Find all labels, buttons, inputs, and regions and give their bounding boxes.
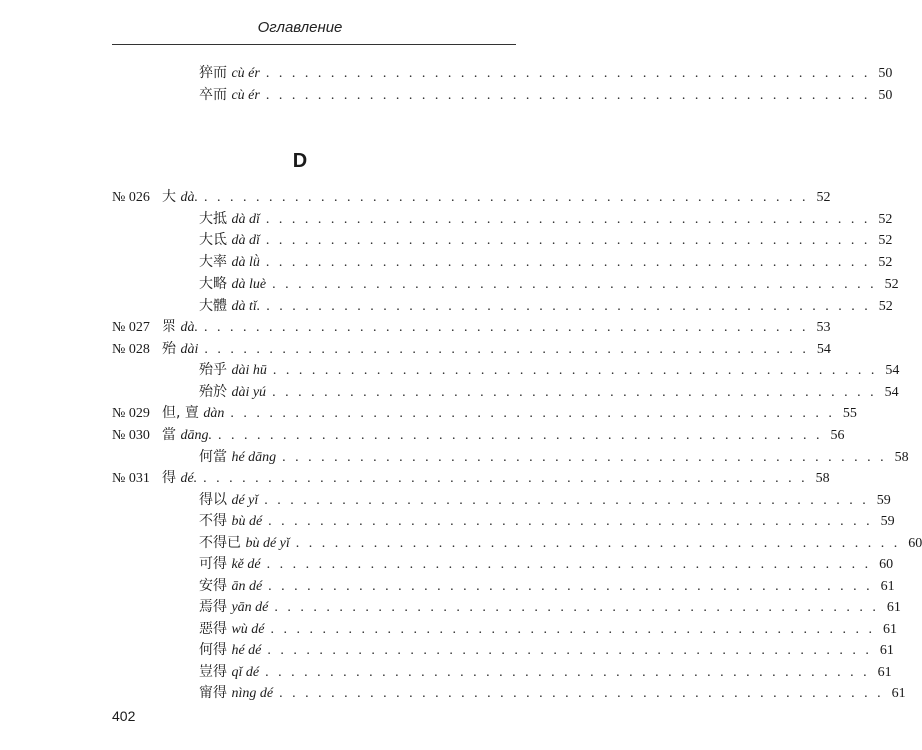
entry-characters: 猝而 — [199, 65, 227, 81]
entry-heading — [162, 338, 198, 358]
entry-heading — [162, 467, 197, 487]
entry-characters: 安得 — [199, 578, 227, 594]
toc-entry — [112, 682, 906, 703]
entry-pinyin: dà luè — [231, 277, 267, 292]
toc-entry — [112, 553, 894, 574]
entry-heading — [162, 661, 259, 681]
entry-page-number: 54 — [885, 363, 900, 378]
entry-characters: 眔 — [162, 319, 176, 335]
toc-entry — [112, 532, 922, 553]
toc-entry — [112, 446, 909, 467]
entry-characters: 甯得 — [199, 685, 227, 701]
entry-pinyin: dài yú — [231, 385, 267, 400]
entry-characters: 惡得 — [199, 621, 227, 637]
dot-leader: . . . . . . . . . . . . . . . . . . . . . . . . . . . . . . . . . . . . . . . . . . . . . . . — [266, 557, 872, 572]
entry-pinyin: nìng dé — [231, 686, 274, 701]
toc-entry — [112, 510, 895, 531]
entry-pinyin: cù ér — [231, 88, 260, 103]
dot-leader: . . . . . . . . . . . . . . . . . . . . . . . . . . . . . . . . . . . . . . . . . . . . . . . — [203, 471, 808, 486]
entry-heading — [162, 381, 266, 401]
entry-page-number: 58 — [815, 471, 830, 486]
entry-page-number: 54 — [816, 342, 831, 357]
entry-characters: 大體 — [199, 298, 227, 314]
entry-characters: 得 — [162, 470, 176, 486]
entry-pinyin: qǐ dé — [231, 665, 260, 680]
entry-page-number: 52 — [816, 190, 831, 205]
entry-heading — [162, 618, 265, 638]
entry-characters: 卒而 — [199, 87, 227, 103]
toc-entry — [112, 208, 893, 229]
toc-entry — [112, 467, 830, 488]
entry-heading — [162, 639, 261, 659]
entry-characters: 大氐 — [199, 232, 227, 248]
toc-entry — [112, 84, 893, 105]
entry-characters: 當 — [162, 427, 176, 443]
entry-pinyin: dà dǐ — [231, 212, 260, 227]
dot-leader: . . . . . . . . . . . . . . . . . . . . . . . . . . . . . . . . . . . . . . . . . . . . . . . — [264, 493, 869, 508]
entry-heading — [162, 229, 260, 249]
entry-page-number: 61 — [886, 600, 901, 615]
dot-leader: . . . . . . . . . . . . . . . . . . . . . . . . . . . . . . . . . . . . . . . . . . . . . . . — [265, 88, 871, 103]
entry-characters: 殆於 — [199, 384, 227, 400]
entry-number: № 031 — [112, 471, 150, 486]
dot-leader: . . . . . . . . . . . . . . . . . . . . . . . . . . . . . . . . . . . . . . . . . . . . . . . — [217, 428, 823, 443]
entry-characters: 大 — [162, 189, 176, 205]
dot-leader: . . . . . . . . . . . . . . . . . . . . . . . . . . . . . . . . . . . . . . . . . . . . . . . — [265, 255, 871, 270]
entry-page-number: 59 — [876, 493, 891, 508]
dot-leader: . . . . . . . . . . . . . . . . . . . . . . . . . . . . . . . . . . . . . . . . . . . . . . . — [203, 190, 809, 205]
entry-characters: 但, 亶 — [162, 405, 199, 421]
entry-page-number: 61 — [891, 686, 906, 701]
entry-page-number: 61 — [883, 622, 898, 637]
toc-entry — [112, 661, 892, 682]
entry-number: № 027 — [112, 320, 150, 335]
entry-characters: 豈得 — [199, 664, 227, 680]
toc-entry — [112, 338, 831, 359]
entry-characters: 不得 — [199, 513, 227, 529]
toc-entry — [112, 596, 901, 617]
section-letter: D — [292, 150, 308, 172]
entry-page-number: 60 — [908, 536, 922, 551]
entry-pinyin: kě dé — [231, 557, 261, 572]
dot-leader: . . . . . . . . . . . . . . . . . . . . . . . . . . . . . . . . . . . . . . . . . . . . . . . — [268, 514, 873, 529]
entry-page-number: 53 — [816, 320, 831, 335]
entry-pinyin: dàn — [203, 406, 225, 421]
entry-heading — [162, 251, 260, 271]
entry-heading — [162, 575, 262, 595]
entry-pinyin: dà lǜ — [231, 255, 260, 270]
entry-page-number: 60 — [879, 557, 894, 572]
dot-leader: . . . . . . . . . . . . . . . . . . . . . . . . . . . . . . . . . . . . . . . . . . . . . . . — [268, 579, 873, 594]
entry-characters: 殆 — [162, 341, 176, 357]
entry-heading — [162, 424, 212, 444]
toc-entry — [112, 424, 845, 445]
entry-pinyin: dāng. — [180, 428, 212, 443]
entry-pinyin: hé dāng — [231, 450, 277, 465]
entry-page-number: 52 — [884, 277, 899, 292]
entry-pinyin: dài — [180, 342, 199, 357]
entry-pinyin: ān dé — [231, 579, 263, 594]
toc-entry — [112, 295, 893, 316]
entry-heading — [162, 295, 260, 315]
entry-page-number: 61 — [879, 643, 894, 658]
dot-leader: . . . . . . . . . . . . . . . . . . . . . . . . . . . . . . . . . . . . . . . . . . . . . . . — [230, 406, 835, 421]
toc-entry — [112, 316, 831, 337]
toc-entry — [112, 359, 900, 380]
dot-leader: . . . . . . . . . . . . . . . . . . . . . . . . . . . . . . . . . . . . . . . . . . . . . . . — [265, 233, 871, 248]
dot-leader: . . . . . . . . . . . . . . . . . . . . . . . . . . . . . . . . . . . . . . . . . . . . . . . — [282, 450, 887, 465]
entry-characters: 大略 — [199, 276, 227, 292]
entry-heading — [162, 62, 260, 82]
entry-heading — [162, 84, 260, 104]
dot-leader: . . . . . . . . . . . . . . . . . . . . . . . . . . . . . . . . . . . . . . . . . . . . . . . — [272, 385, 877, 400]
entry-page-number: 52 — [878, 233, 893, 248]
dot-leader: . . . . . . . . . . . . . . . . . . . . . . . . . . . . . . . . . . . . . . . . . . . . . . . — [267, 643, 872, 658]
entry-pinyin: dé yǐ — [231, 493, 259, 508]
entry-page-number: 56 — [830, 428, 845, 443]
entry-characters: 殆乎 — [199, 362, 227, 378]
entry-characters: 不得已 — [199, 535, 241, 551]
entry-heading — [162, 489, 258, 509]
toc-entry — [112, 575, 895, 596]
entry-page-number: 61 — [880, 579, 895, 594]
entry-characters: 得以 — [199, 492, 227, 508]
dot-leader: . . . . . . . . . . . . . . . . . . . . . . . . . . . . . . . . . . . . . . . . . . . . . . . — [279, 686, 884, 701]
entry-heading — [162, 446, 276, 466]
entry-characters: 可得 — [199, 556, 227, 572]
toc-entry — [112, 251, 893, 272]
entry-pinyin: hé dé — [231, 643, 262, 658]
entry-number: № 028 — [112, 342, 150, 357]
entry-heading — [162, 532, 290, 552]
entry-page-number: 52 — [878, 255, 893, 270]
header-rule — [112, 44, 516, 45]
toc-entry — [112, 402, 857, 423]
entry-heading — [162, 596, 268, 616]
entry-page-number: 58 — [894, 450, 909, 465]
dot-leader: . . . . . . . . . . . . . . . . . . . . . . . . . . . . . . . . . . . . . . . . . . . . . . . — [295, 536, 901, 551]
entry-pinyin: yān dé — [231, 600, 269, 615]
dot-leader: . . . . . . . . . . . . . . . . . . . . . . . . . . . . . . . . . . . . . . . . . . . . . . . — [265, 665, 870, 680]
dot-leader: . . . . . . . . . . . . . . . . . . . . . . . . . . . . . . . . . . . . . . . . . . . . . . . — [203, 320, 809, 335]
dot-leader: . . . . . . . . . . . . . . . . . . . . . . . . . . . . . . . . . . . . . . . . . . . . . . . — [272, 363, 878, 378]
dot-leader: . . . . . . . . . . . . . . . . . . . . . . . . . . . . . . . . . . . . . . . . . . . . . . . — [266, 299, 871, 314]
entry-page-number: 50 — [878, 66, 893, 81]
entry-characters: 大率 — [199, 254, 227, 270]
entry-characters: 大抵 — [199, 211, 227, 227]
entry-pinyin: dà tǐ. — [231, 299, 261, 314]
entry-heading — [162, 208, 260, 228]
entry-heading — [162, 682, 273, 702]
entry-heading — [162, 316, 198, 336]
toc-entry — [112, 229, 893, 250]
toc-entry — [112, 618, 898, 639]
dot-leader: . . . . . . . . . . . . . . . . . . . . . . . . . . . . . . . . . . . . . . . . . . . . . . . — [204, 342, 809, 357]
entry-number: № 026 — [112, 190, 150, 205]
dot-leader: . . . . . . . . . . . . . . . . . . . . . . . . . . . . . . . . . . . . . . . . . . . . . . . — [265, 66, 871, 81]
entry-page-number: 52 — [878, 212, 893, 227]
entry-page-number: 61 — [877, 665, 892, 680]
entry-heading — [162, 186, 198, 206]
running-head: Оглавление — [257, 19, 343, 36]
entry-page-number: 55 — [842, 406, 857, 421]
entry-pinyin: dé. — [180, 471, 198, 486]
toc-entry — [112, 186, 831, 207]
entry-page-number: 52 — [878, 299, 893, 314]
entry-pinyin: wù dé — [231, 622, 265, 637]
toc-entry — [112, 273, 899, 294]
entry-pinyin: dà dǐ — [231, 233, 260, 248]
entry-heading — [162, 553, 261, 573]
entry-pinyin: dài hū — [231, 363, 267, 378]
entry-characters: 焉得 — [199, 599, 227, 615]
dot-leader: . . . . . . . . . . . . . . . . . . . . . . . . . . . . . . . . . . . . . . . . . . . . . . . — [274, 600, 879, 615]
toc-entry — [112, 489, 891, 510]
dot-leader: . . . . . . . . . . . . . . . . . . . . . . . . . . . . . . . . . . . . . . . . . . . . . . . — [270, 622, 876, 637]
dot-leader: . . . . . . . . . . . . . . . . . . . . . . . . . . . . . . . . . . . . . . . . . . . . . . . — [265, 212, 871, 227]
entry-page-number: 54 — [884, 385, 899, 400]
entry-number: № 030 — [112, 428, 150, 443]
entry-heading — [162, 359, 267, 379]
entry-pinyin: cù ér — [231, 66, 260, 81]
toc-entry — [112, 639, 894, 660]
entry-characters: 何當 — [199, 449, 227, 465]
dot-leader: . . . . . . . . . . . . . . . . . . . . . . . . . . . . . . . . . . . . . . . . . . . . . . . — [272, 277, 877, 292]
entry-pinyin: dà. — [180, 190, 198, 205]
entry-page-number: 59 — [880, 514, 895, 529]
toc-entry — [112, 381, 899, 402]
toc-entry — [112, 62, 893, 83]
entry-pinyin: bù dé yǐ — [245, 536, 290, 551]
entry-heading — [162, 273, 266, 293]
entry-page-number: 50 — [878, 88, 893, 103]
entry-pinyin: dà. — [180, 320, 198, 335]
entry-characters: 何得 — [199, 642, 227, 658]
entry-number: № 029 — [112, 406, 150, 421]
entry-pinyin: bù dé — [231, 514, 263, 529]
page-number: 402 — [112, 708, 136, 724]
entry-heading — [162, 402, 224, 422]
entry-heading — [162, 510, 262, 530]
